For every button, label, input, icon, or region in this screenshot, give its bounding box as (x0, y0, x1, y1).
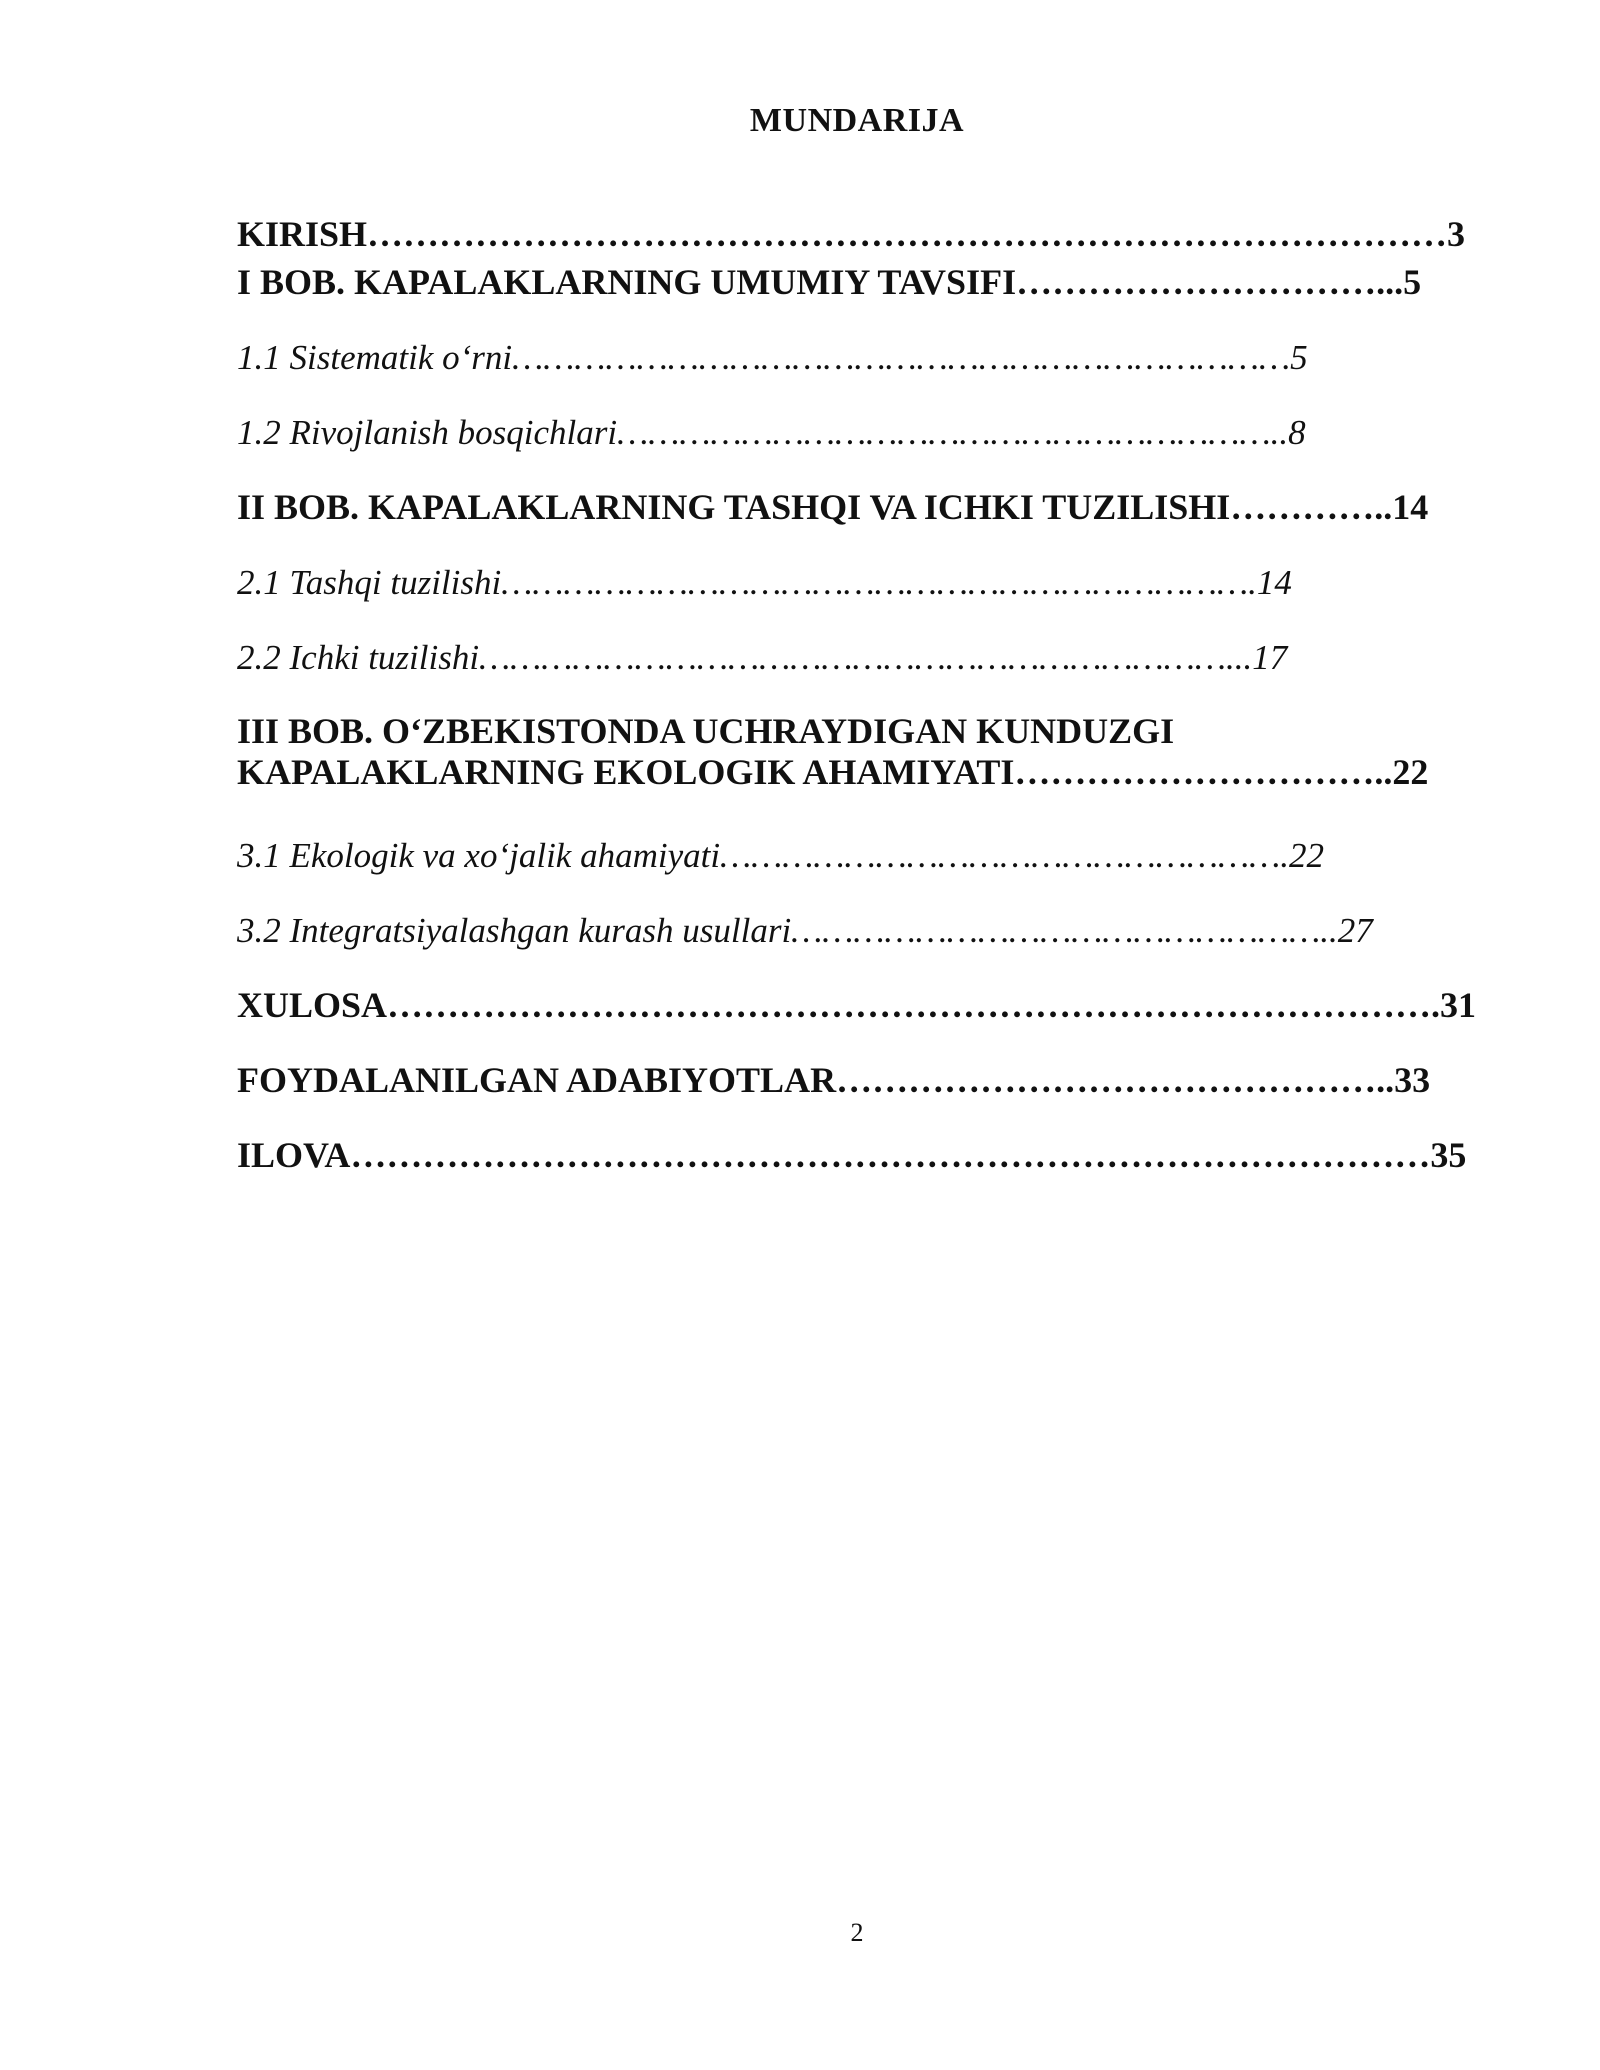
toc-entry-section-2-2[interactable]: 2.2 Ichki tuzilishi………………………………………………………………...17 (237, 638, 1288, 677)
toc-entry-adabiyotlar[interactable]: FOYDALANILGAN ADABIYOTLAR………………………………………..33 (237, 1060, 1431, 1100)
page-title: MUNDARIJA (749, 102, 965, 139)
toc-entry-kirish[interactable]: KIRISH………………………………………………………………………………3 (237, 214, 1466, 254)
toc-entry-section-1-2[interactable]: 1.2 Rivojlanish bosqichlari………………………………………………………..8 (237, 413, 1306, 452)
toc-entry-chapter-1[interactable]: I BOB. KAPALAKLARNING UMUMIY TAVSIFI…………………………...5 (237, 262, 1422, 302)
toc-entry-section-3-1[interactable]: 3.1 Ekologik va xo‘jalik ahamiyati……………………………………………….22 (237, 836, 1324, 875)
toc-entry-chapter-3-line-1: III BOB. O‘ZBEKISTONDA UCHRAYDIGAN KUNDUZGI (237, 711, 1175, 751)
toc-entry-chapter-3[interactable] (237, 711, 1428, 794)
toc-entry-xulosa[interactable]: XULOSA…………………………………………………………………………….31 (237, 985, 1477, 1025)
toc-entry-section-2-1[interactable]: 2.1 Tashqi tuzilishi……………………………………………………………….14 (237, 563, 1292, 602)
toc-entry-ilova[interactable]: ILOVA………………………………………………………………………………35 (237, 1135, 1467, 1175)
page-number: 2 (850, 1918, 864, 1947)
toc-entry-chapter-2[interactable]: II BOB. KAPALAKLARNING TASHQI VA ICHKI TUZILISHI…………..14 (237, 487, 1429, 527)
toc-entry-section-1-1[interactable]: 1.1 Sistematik o‘rni…………………………………………………………………5 (237, 338, 1308, 377)
toc-entry-chapter-3-line-2: KAPALAKLARNING EKOLOGIK AHAMIYATI…………………………..22 (237, 752, 1429, 793)
toc-entry-section-3-2[interactable]: 3.2 Integratsiyalashgan kurash usullari……………………………………………..27 (237, 911, 1373, 950)
